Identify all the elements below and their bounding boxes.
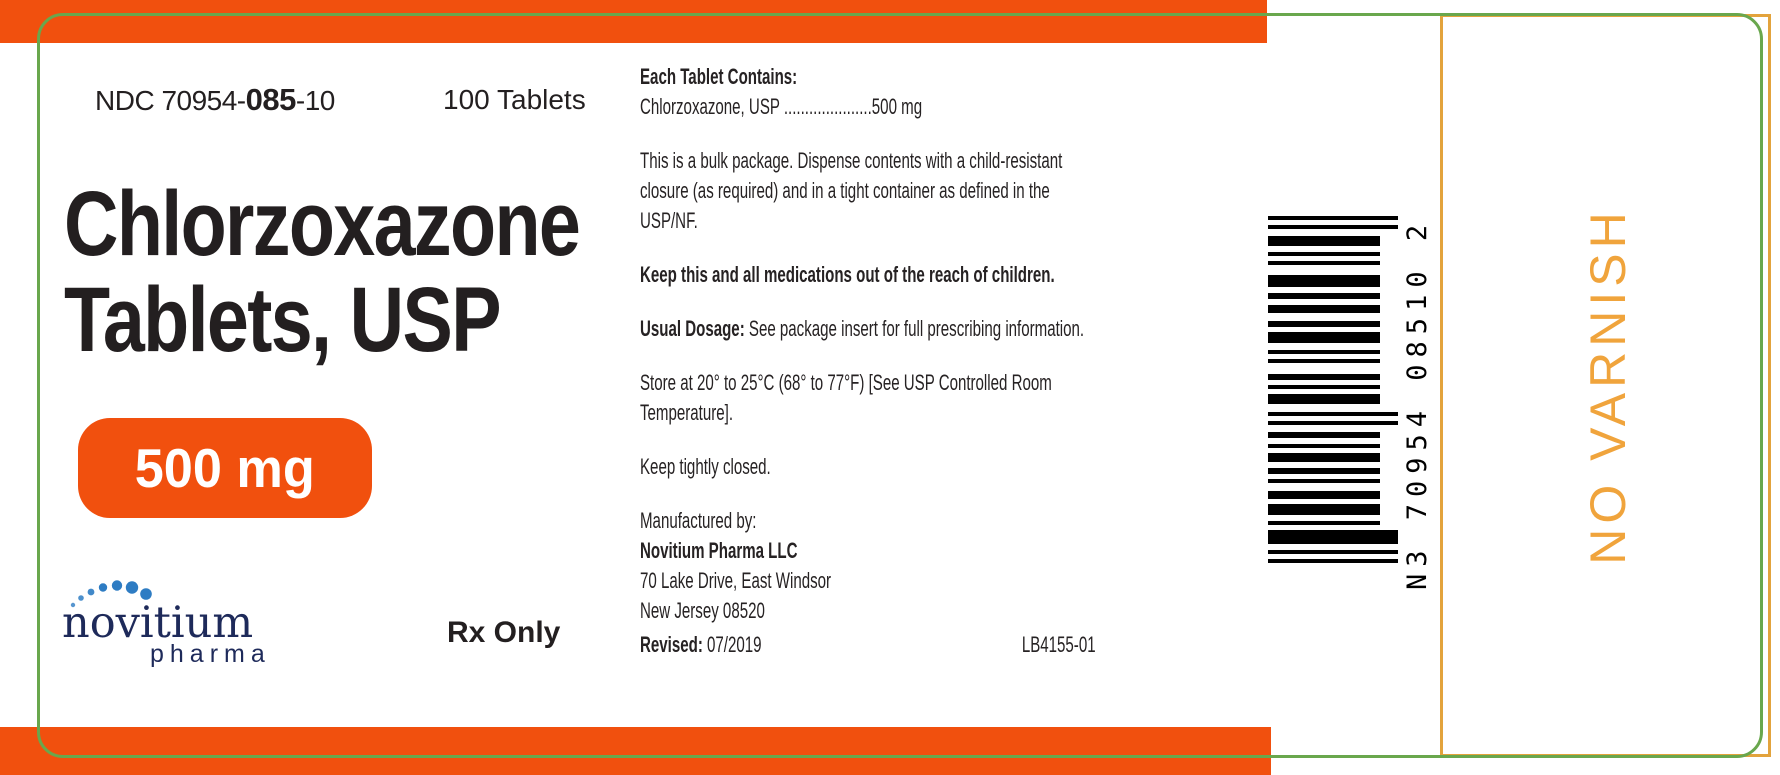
revised-row	[640, 630, 1096, 660]
revised-value: 07/2019	[702, 632, 762, 657]
ndc-product-code: 085	[245, 82, 296, 117]
usual-dosage-label: Usual Dosage:	[640, 316, 745, 341]
label-code: LB4155-01	[1021, 632, 1096, 657]
ndc-suffix: -10	[295, 85, 335, 116]
contains-paragraph	[640, 62, 1096, 122]
children-warning: Keep this and all medications out of the reach of children.	[640, 262, 1055, 287]
revised-label: Revised:	[640, 632, 703, 657]
manufactured-by: Manufactured by:	[640, 508, 757, 533]
barcode	[1268, 216, 1398, 563]
ndc-prefix: NDC 70954-	[95, 85, 246, 116]
ndc-number	[95, 82, 335, 118]
tablet-count: 100 Tablets	[443, 84, 586, 115]
barcode-digits	[1398, 190, 1438, 590]
no-varnish-label	[1576, 186, 1640, 586]
bulk-package-paragraph: This is a bulk package. Dispense contents with a child-resistant closure (as required) and in a tight container as defined in the USP/NF.	[640, 148, 1063, 233]
no-varnish-text: NO VARNISH	[1580, 207, 1636, 565]
logo-wordmark: novitium	[62, 598, 254, 648]
barcode-digits-text: N3 70954 08510 2	[1402, 217, 1433, 590]
keep-closed-paragraph: Keep tightly closed.	[640, 454, 771, 479]
package-info-column	[640, 62, 1096, 660]
manufacturer-address2: New Jersey 08520	[640, 598, 765, 623]
drug-title	[64, 173, 580, 371]
storage-paragraph: Store at 20° to 25°C (68° to 77°F) [See USP Controlled Room Temperature].	[640, 370, 1052, 425]
usual-dosage-text: See package insert for full prescribing information.	[744, 316, 1085, 341]
manufacturer-address1: 70 Lake Drive, East Windsor	[640, 568, 832, 593]
revised-date	[640, 630, 762, 660]
strength-value: 500 mg	[134, 437, 316, 499]
drug-title-line1: Chlorzoxazone	[64, 173, 580, 275]
contains-line: Chlorzoxazone, USP .....................500 mg	[640, 94, 923, 119]
usual-dosage-paragraph	[640, 314, 1096, 344]
strength-badge	[78, 418, 372, 518]
manufacturer-name: Novitium Pharma LLC	[640, 538, 798, 563]
rx-only-statement: Rx Only	[447, 616, 561, 649]
manufacturer-block	[640, 506, 1096, 626]
novitium-logo	[62, 578, 272, 673]
contains-heading: Each Tablet Contains:	[640, 64, 798, 89]
logo-subtext: pharma	[150, 640, 271, 668]
drug-title-line2: Tablets, USP	[64, 269, 500, 371]
